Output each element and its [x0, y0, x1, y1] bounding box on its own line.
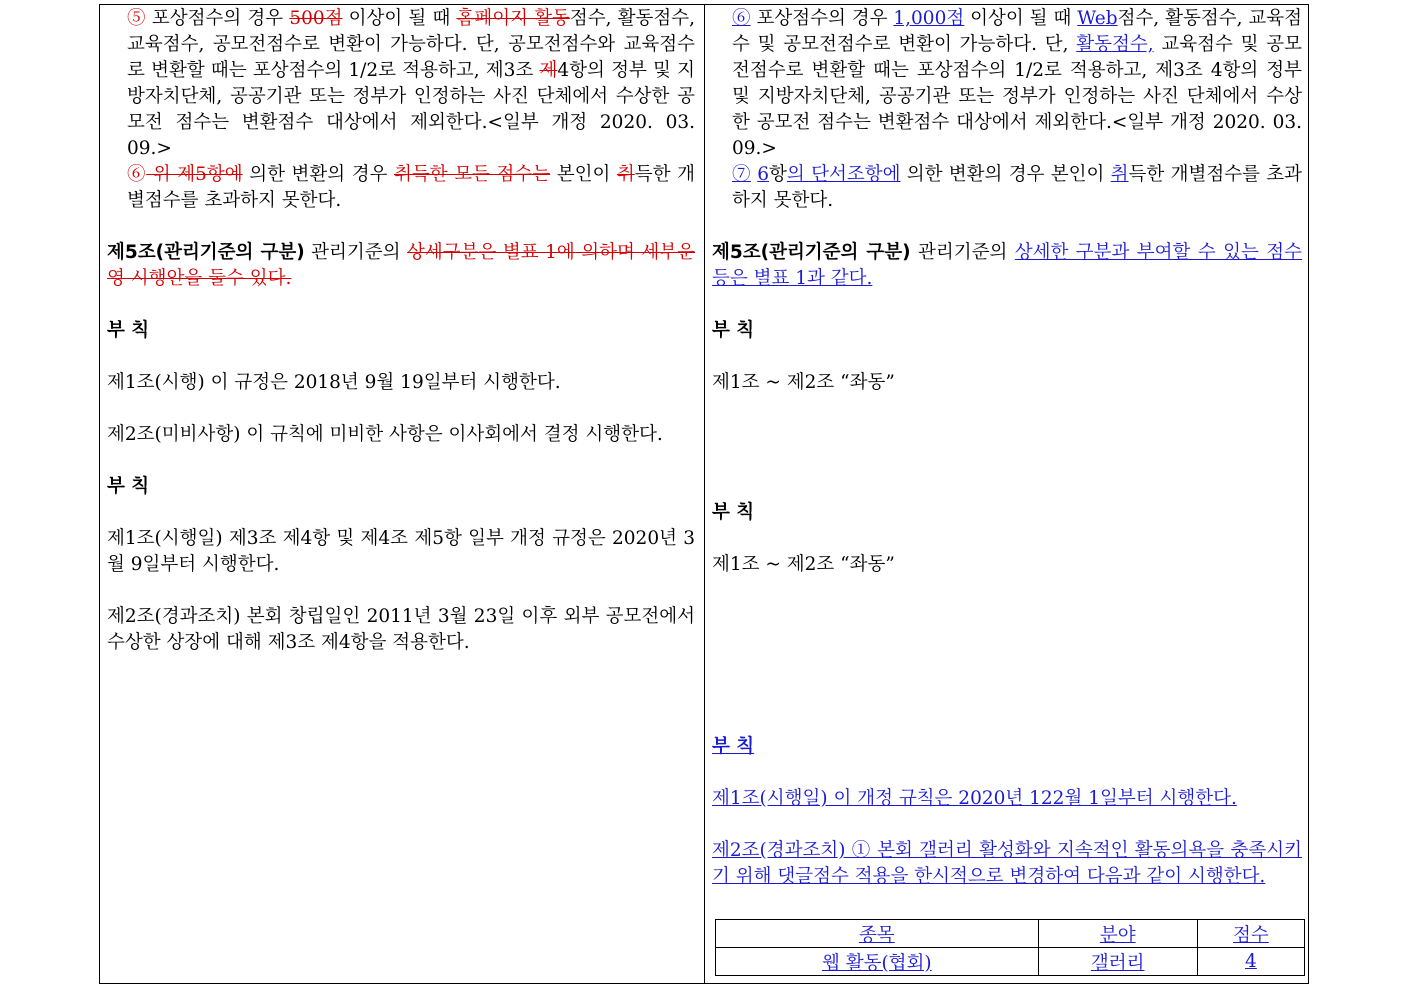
right-addenda-3-article-1: 제1조(시행일) 이 개정 규칙은 2020년 122월 1일부터 시행한다. — [712, 788, 1237, 809]
score-table — [715, 919, 1305, 976]
table-cell: 4 — [1197, 948, 1304, 976]
table-header-cell: 점수 — [1197, 920, 1304, 948]
right-addenda-3-article-2: 제2조(경과조치) ① 본회 갤러리 활성화와 지속적인 활동의욕을 충족시키기 위해 댓글점수 적용을 한시적으로 변경하여 다음과 같이 시행한다. — [712, 840, 1302, 887]
column-divider — [704, 4, 705, 984]
right-addenda-heading-2: 부 칙 — [712, 502, 755, 523]
left-column — [107, 6, 695, 656]
right-column — [712, 6, 1302, 890]
table-header-row — [716, 920, 1305, 948]
table-header-cell: 분야 — [1038, 920, 1197, 948]
left-addenda-2-article-1: 제1조(시행일) 제3조 제4항 및 제4조 제5항 일부 개정 규정은 2020년 3월 9일부터 시행한다. — [107, 528, 695, 575]
table-cell: 웹 활동(협회) — [716, 948, 1039, 976]
left-addenda-1-article-2: 제2조(미비사항) 이 규칙에 미비한 사항은 이사회에서 결정 시행한다. — [107, 424, 663, 445]
left-addenda-2-article-2: 제2조(경과조치) 본회 창립일인 2011년 3월 23일 이후 외부 공모전에서 수상한 상장에 대해 제3조 제4항을 적용한다. — [107, 606, 695, 653]
right-addenda-1-text: 제1조 ~ 제2조 “좌동” — [712, 372, 895, 393]
right-addenda-heading-1: 부 칙 — [712, 320, 755, 341]
right-addenda-2-text: 제1조 ~ 제2조 “좌동” — [712, 554, 895, 575]
left-addenda-1-article-1: 제1조(시행) 이 규정은 2018년 9월 19일부터 시행한다. — [107, 372, 561, 393]
left-addenda-heading-2: 부 칙 — [107, 476, 150, 497]
right-addenda-heading-3: 부 칙 — [712, 736, 755, 757]
right-clause-6: ⑥ 포상점수의 경우 1,000점 이상이 될 때 Web점수, 활동점수, 교육점수 및 공모전점수로 변환이 가능하다. 단, 활동점수, 교육점수 및 공모전점수로 변환할 때는 포상점수의 1/2로 적용하고, 제3조 4항의 정부 및 지방자치단체, 공공기관 또는 정부가 인정하는 사진 단체에서 수상한 공모전 점수는 변환점수 대상에서 제외한다.<일부 개정 2020. 03. 09.> — [732, 8, 1302, 159]
left-clause-6: ⑥ 위 제5항에 의한 변환의 경우 취득한 모든 점수는 본인이 취득한 개별점수를 초과하지 못한다. — [127, 164, 695, 211]
left-article-5: 제5조(관리기준의 구분) 관리기준의 상세구분은 별표 1에 의하며 세부운영 시행안을 둘수 있다. — [107, 242, 695, 289]
table-cell: 갤러리 — [1038, 948, 1197, 976]
table-row — [716, 948, 1305, 976]
right-article-5: 제5조(관리기준의 구분) 관리기준의 상세한 구분과 부여할 수 있는 점수 등은 별표 1과 같다. — [712, 242, 1302, 289]
left-addenda-heading-1: 부 칙 — [107, 320, 150, 341]
table-header-cell: 종목 — [716, 920, 1039, 948]
left-clause-5: ⑤ 포상점수의 경우 500점 이상이 될 때 홈페이지 활동점수, 활동점수, 교육점수, 공모전점수로 변환이 가능하다. 단, 공모전점수와 교육점수로 변환할 때는 포상점수의 1/2로 적용하고, 제3조 제4항의 정부 및 지방자치단체, 공공기관 또는 정부가 인정하는 사진 단체에서 수상한 공모전 점수는 변환점수 대상에서 제외한다.<일부 개정 2020. 03. 09.> — [127, 8, 695, 159]
right-clause-7: ⑦ 6항의 단서조항에 의한 변환의 경우 본인이 취득한 개별점수를 초과하지 못한다. — [732, 164, 1302, 211]
